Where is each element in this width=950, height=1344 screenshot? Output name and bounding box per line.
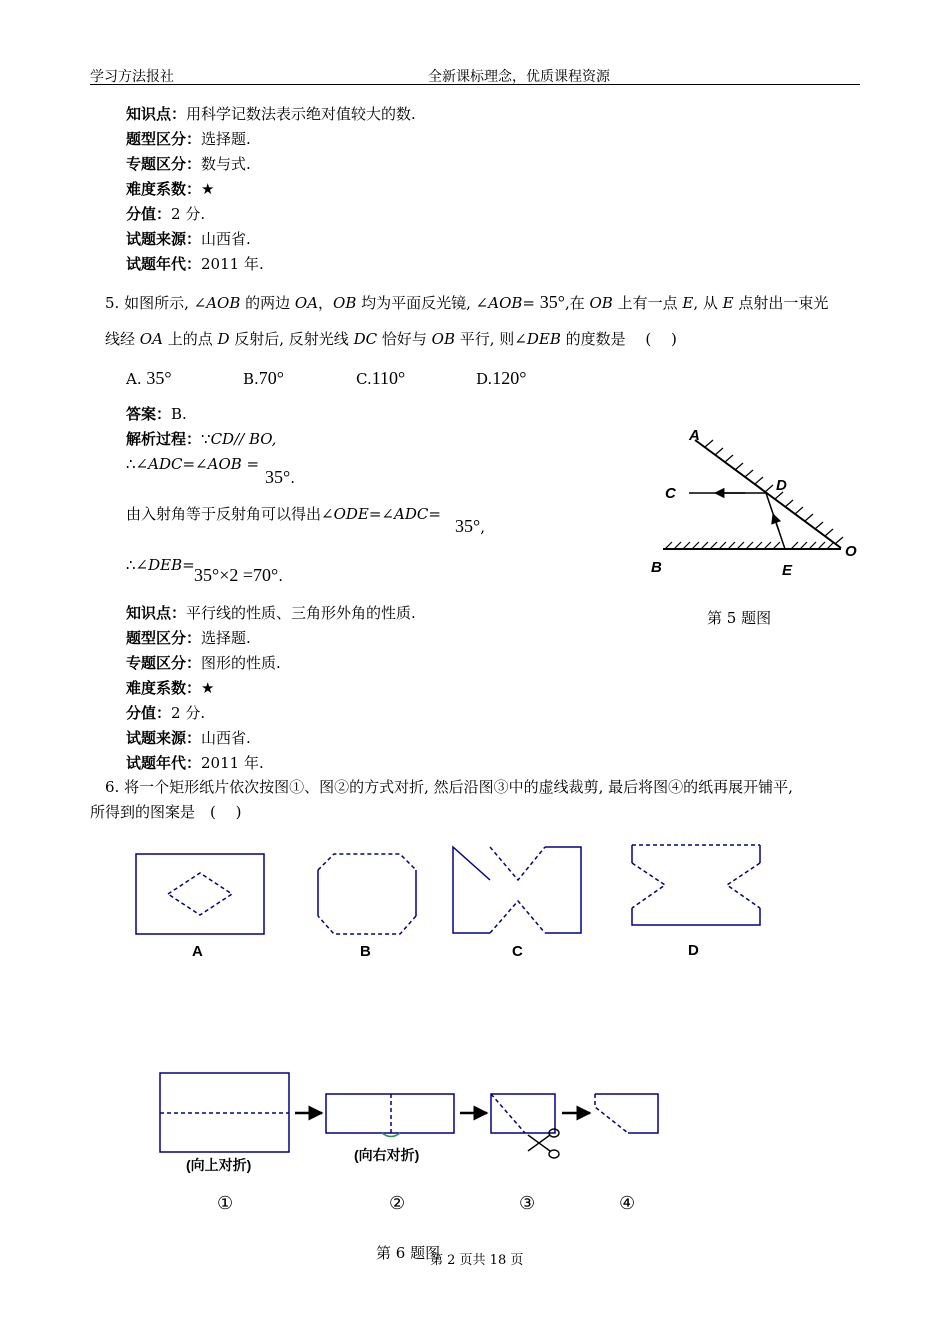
- q5-topic: 专题区分：图形的性质.: [126, 654, 281, 672]
- choice-c-label: C: [512, 943, 523, 960]
- choice-a-label: A: [192, 943, 203, 960]
- step2-caption: (向右对折): [354, 1147, 420, 1163]
- q4-source: 试题来源：山西省.: [126, 230, 251, 248]
- mirror-ob-hatching: [665, 542, 834, 549]
- q4-knowledge: 知识点：用科学记数法表示绝对值较大的数.: [126, 105, 416, 123]
- q5-analysis-3: 由入射角等于反射角可以得出∠ODE=∠ADC=: [126, 505, 441, 523]
- q4-year: 试题年代：2011 年.: [126, 255, 264, 273]
- q5-figure: [645, 418, 870, 583]
- footer-page-number: 第 2 页共 18 页: [430, 1253, 524, 1268]
- mirror-oa: [695, 440, 841, 548]
- label-b: B: [651, 559, 662, 576]
- step-label-1: ①: [217, 1193, 234, 1214]
- header-rule: [90, 84, 860, 85]
- label-o: O: [845, 543, 857, 560]
- choice-d-outline: [632, 845, 760, 925]
- step2-rect: [326, 1094, 454, 1133]
- q4-difficulty: 难度系数：★: [126, 180, 215, 198]
- q5-knowledge: 知识点：平行线的性质、三角形外角的性质.: [126, 604, 416, 622]
- step3-rect: [491, 1094, 555, 1133]
- q5-type: 题型区分：选择题.: [126, 629, 251, 647]
- q5-figure-caption: 第 5 题图: [707, 609, 772, 627]
- choice-a-diamond: [168, 873, 232, 915]
- q6-figure-caption: 第 6 题图: [376, 1244, 441, 1262]
- label-c: C: [665, 485, 676, 502]
- step-label-2: ②: [389, 1193, 406, 1214]
- q5-analysis-1: 解析过程：∵CD// BO,: [126, 430, 277, 448]
- q5-stem-line1: 5. 如图所示, ∠AOB 的两边 OA，OB 均为平面反光镜, ∠AOB= 35°,在 OB 上有一点 E, 从 E 点射出一束光: [105, 292, 829, 312]
- q5-option-a: A. 35°: [126, 368, 172, 388]
- q5-source: 试题来源：山西省.: [126, 729, 251, 747]
- q4-score: 分值：2 分.: [126, 205, 206, 223]
- step1-caption: (向上对折): [186, 1157, 252, 1173]
- q5-stem-line2: 线经 OA 上的点 D 反射后, 反射光线 DC 恰好与 OB 平行, 则∠DEB 的度数是 ( ): [105, 330, 677, 348]
- choice-b-corners: [318, 854, 416, 934]
- header-center: 全新课标理念，优质课程资源: [428, 69, 610, 85]
- q6-stem-line2: 所得到的图案是 ( ): [90, 803, 242, 821]
- q4-type: 题型区分：选择题.: [126, 130, 251, 148]
- q5-difficulty: 难度系数：★: [126, 679, 215, 697]
- step3-cut-line: [491, 1094, 525, 1133]
- label-a: A: [689, 427, 700, 444]
- step-label-3: ③: [519, 1193, 536, 1214]
- choice-d-label: D: [688, 942, 699, 959]
- q5-analysis-2: ∴∠ADC=∠AOB =: [126, 455, 260, 473]
- step-label-4: ④: [619, 1193, 636, 1214]
- label-d: D: [776, 477, 787, 494]
- choice-a-shape: [136, 854, 264, 934]
- q5-option-b: B.70°: [243, 368, 284, 388]
- label-e: E: [782, 562, 793, 579]
- q5-option-c: C.110°: [356, 368, 406, 388]
- q5-analysis-4-value: 35°×2 =70°.: [194, 565, 283, 585]
- q5-analysis-3-value: 35°,: [455, 516, 485, 536]
- header-left: 学习方法报社: [90, 69, 174, 85]
- q5-answer: 答案：B.: [126, 405, 187, 423]
- q6-choices: [120, 835, 780, 965]
- choice-c-outline: [453, 847, 581, 933]
- mirror-oa-hatching: [705, 440, 843, 544]
- ray-ed-arrow: [773, 514, 779, 531]
- q5-analysis-2-value: 35°.: [265, 467, 295, 487]
- choice-b-label: B: [360, 943, 371, 960]
- q5-score: 分值：2 分.: [126, 704, 206, 722]
- q6-stem-line1: 6. 将一个矩形纸片依次按图①、图②的方式对折, 然后沿图③中的虚线裁剪, 最后将图④的纸再展开铺平,: [105, 778, 793, 796]
- q5-year: 试题年代：2011 年.: [126, 754, 264, 772]
- q5-analysis-4: ∴∠DEB=: [126, 556, 195, 574]
- q4-topic: 专题区分：数与式.: [126, 155, 251, 173]
- choice-c-cuts: [490, 847, 545, 933]
- q5-option-d: D.120°: [476, 368, 527, 388]
- step4-cut: [595, 1094, 628, 1133]
- choice-d-notches: [632, 863, 760, 908]
